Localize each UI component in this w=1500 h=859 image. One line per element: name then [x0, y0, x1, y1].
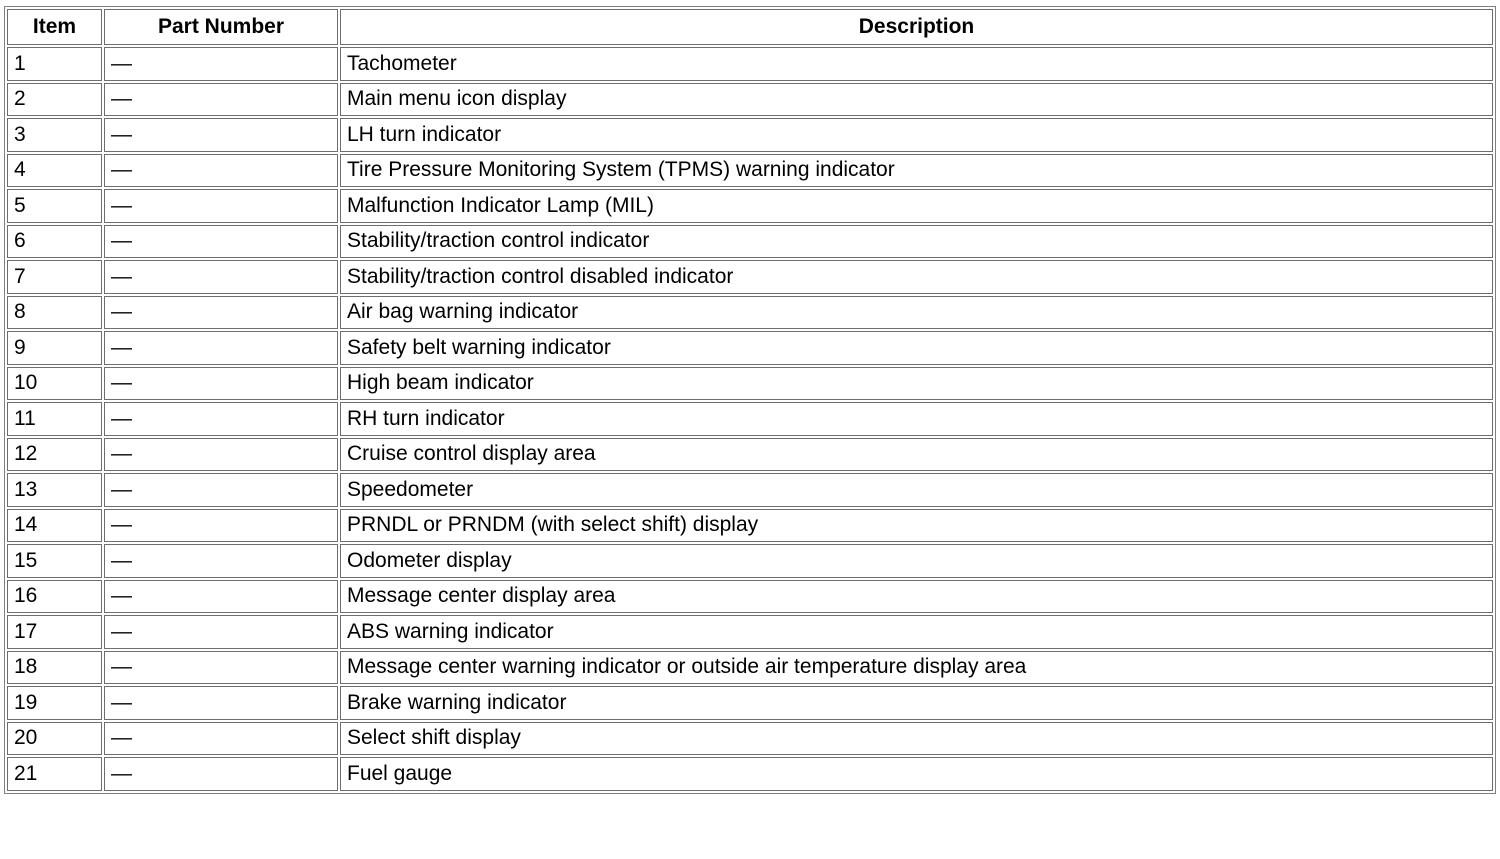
cell-item: 6 — [7, 225, 102, 259]
table-row — [7, 83, 1493, 117]
cell-item: 15 — [7, 544, 102, 578]
cell-part-number: — — [104, 118, 338, 152]
table-row — [7, 438, 1493, 472]
cell-part-number: — — [104, 154, 338, 188]
table-row — [7, 473, 1493, 507]
table-row — [7, 580, 1493, 614]
cell-part-number: — — [104, 509, 338, 543]
cell-description: High beam indicator — [340, 367, 1493, 401]
cell-description: ABS warning indicator — [340, 615, 1493, 649]
cell-item: 20 — [7, 722, 102, 756]
cell-description: Message center display area — [340, 580, 1493, 614]
cell-description: Main menu icon display — [340, 83, 1493, 117]
cell-part-number: — — [104, 438, 338, 472]
header-part-number: Part Number — [104, 9, 338, 45]
cell-description: Air bag warning indicator — [340, 296, 1493, 330]
cell-item: 5 — [7, 189, 102, 223]
header-description: Description — [340, 9, 1493, 45]
table-row — [7, 331, 1493, 365]
cell-item: 9 — [7, 331, 102, 365]
cell-part-number: — — [104, 580, 338, 614]
cell-item: 19 — [7, 686, 102, 720]
cell-description: Message center warning indicator or outside air temperature display area — [340, 651, 1493, 685]
table-row — [7, 154, 1493, 188]
cell-item: 16 — [7, 580, 102, 614]
cell-description: Odometer display — [340, 544, 1493, 578]
cell-part-number: — — [104, 473, 338, 507]
cell-item: 2 — [7, 83, 102, 117]
cell-description: Stability/traction control indicator — [340, 225, 1493, 259]
cell-description: Brake warning indicator — [340, 686, 1493, 720]
cell-part-number: — — [104, 402, 338, 436]
cell-item: 7 — [7, 260, 102, 294]
table-row — [7, 509, 1493, 543]
cell-item: 8 — [7, 296, 102, 330]
cell-item: 21 — [7, 757, 102, 791]
cell-part-number: — — [104, 544, 338, 578]
cell-description: Select shift display — [340, 722, 1493, 756]
table-row — [7, 118, 1493, 152]
parts-table — [4, 6, 1496, 794]
cell-part-number: — — [104, 189, 338, 223]
cell-item: 12 — [7, 438, 102, 472]
table-row — [7, 47, 1493, 81]
cell-part-number: — — [104, 757, 338, 791]
table-row — [7, 296, 1493, 330]
cell-description: Fuel gauge — [340, 757, 1493, 791]
cell-item: 4 — [7, 154, 102, 188]
cell-item: 13 — [7, 473, 102, 507]
cell-item: 11 — [7, 402, 102, 436]
cell-description: Safety belt warning indicator — [340, 331, 1493, 365]
cell-part-number: — — [104, 225, 338, 259]
table-row — [7, 686, 1493, 720]
cell-part-number: — — [104, 260, 338, 294]
cell-part-number: — — [104, 83, 338, 117]
table-body — [7, 47, 1493, 791]
cell-part-number: — — [104, 615, 338, 649]
cell-part-number: — — [104, 651, 338, 685]
cell-part-number: — — [104, 367, 338, 401]
table-header — [7, 9, 1493, 45]
header-row — [7, 9, 1493, 45]
table-row — [7, 544, 1493, 578]
cell-item: 10 — [7, 367, 102, 401]
table-row — [7, 757, 1493, 791]
cell-description: Tire Pressure Monitoring System (TPMS) warning indicator — [340, 154, 1493, 188]
table-row — [7, 225, 1493, 259]
header-item: Item — [7, 9, 102, 45]
table-row — [7, 722, 1493, 756]
cell-item: 3 — [7, 118, 102, 152]
cell-item: 14 — [7, 509, 102, 543]
cell-description: Tachometer — [340, 47, 1493, 81]
table-row — [7, 651, 1493, 685]
table-row — [7, 402, 1493, 436]
cell-item: 17 — [7, 615, 102, 649]
cell-part-number: — — [104, 686, 338, 720]
cell-description: RH turn indicator — [340, 402, 1493, 436]
cell-description: Stability/traction control disabled indicator — [340, 260, 1493, 294]
cell-part-number: — — [104, 47, 338, 81]
cell-item: 1 — [7, 47, 102, 81]
parts-table-container — [4, 6, 1496, 794]
table-row — [7, 260, 1493, 294]
cell-description: Malfunction Indicator Lamp (MIL) — [340, 189, 1493, 223]
cell-part-number: — — [104, 331, 338, 365]
cell-description: Speedometer — [340, 473, 1493, 507]
table-row — [7, 367, 1493, 401]
cell-item: 18 — [7, 651, 102, 685]
cell-description: LH turn indicator — [340, 118, 1493, 152]
cell-description: Cruise control display area — [340, 438, 1493, 472]
table-row — [7, 615, 1493, 649]
cell-description: PRNDL or PRNDM (with select shift) display — [340, 509, 1493, 543]
cell-part-number: — — [104, 296, 338, 330]
table-row — [7, 189, 1493, 223]
cell-part-number: — — [104, 722, 338, 756]
